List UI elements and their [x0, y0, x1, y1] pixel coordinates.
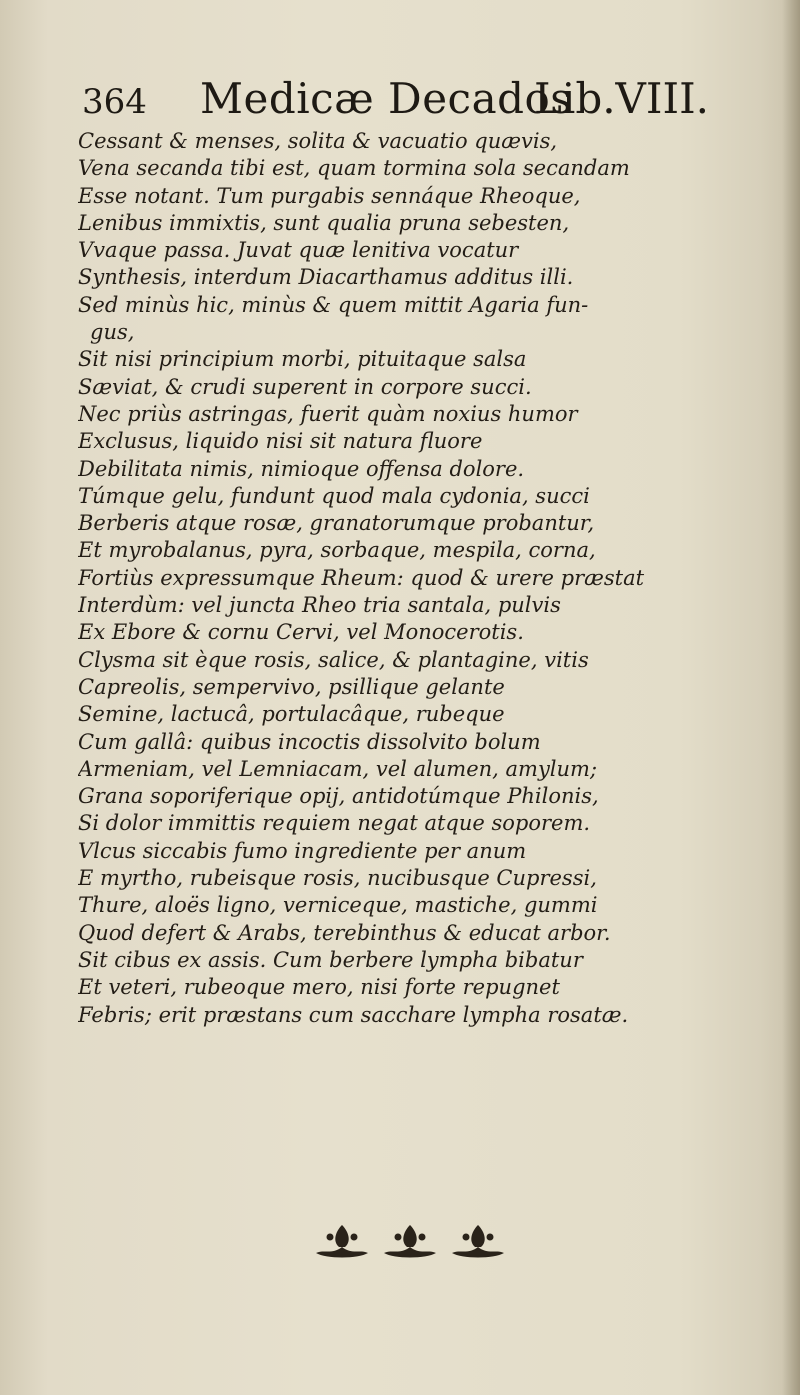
verse-line: Et veteri, rubeoque mero, nisi forte repugnet — [78, 975, 560, 1000]
book-label: Lib.VIII. — [534, 74, 710, 123]
verse-line: Nec priùs astringas, fuerit quàm noxius humor — [78, 401, 578, 426]
fleuron-tailpiece-icon — [310, 1218, 510, 1268]
page-gutter-shadow — [782, 0, 800, 1395]
verse-line: Clysma sit èque rosis, salice, & plantagine, vitis — [78, 647, 589, 672]
verse-text — [78, 128, 718, 1029]
verse-line: Vena secanda tibi est, quam tormina sola secandam — [78, 156, 630, 181]
verse-line: Quod defert & Arabs, terebinthus & educat arbor. — [78, 920, 611, 945]
verse-line: Esse notant. Tum purgabis sennáque Rheoque, — [78, 183, 581, 208]
verse-line: Febris; erit præstans cum sacchare lympha rosatæ. — [78, 1002, 629, 1027]
verse-line: Lenibus immixtis, sunt qualia pruna sebesten, — [78, 210, 570, 235]
page-number: 364 — [82, 82, 147, 122]
verse-line: Capreolis, sempervivo, psillique gelante — [78, 674, 505, 699]
verse-line: Sed minùs hic, minùs & quem mittit Agaria fun- — [78, 292, 589, 317]
verse-line: Vlcus siccabis fumo ingrediente per anum — [78, 838, 527, 863]
verse-line: Ex Ebore & cornu Cervi, vel Monocerotis. — [78, 620, 524, 645]
verse-line: Fortiùs expressumque Rheum: quod & urere præstat — [78, 565, 645, 590]
verse-line: Interdùm: vel juncta Rheo tria santala, pulvis — [78, 593, 561, 618]
verse-line: E myrtho, rubeisque rosis, nucibusque Cupressi, — [78, 866, 597, 891]
verse-line: gus, — [90, 320, 135, 345]
verse-line: Sit nisi principium morbi, pituitaque salsa — [78, 347, 527, 372]
verse-line: Synthesis, interdum Diacarthamus additus illi. — [78, 265, 574, 290]
verse-line: Et myrobalanus, pyra, sorbaque, mespila, corna, — [78, 538, 596, 563]
verse-line: Exclusus, liquido nisi sit natura fluore — [78, 429, 483, 454]
verse-line: Sit cibus ex assis. Cum berbere lympha bibatur — [78, 947, 583, 972]
verse-line: Cum gallâ: quibus incoctis dissolvito bolum — [78, 729, 541, 754]
verse-line: Túmque gelu, fundunt quod mala cydonia, succi — [78, 483, 590, 508]
verse-line: Debilitata nimis, nimioque offensa dolore. — [78, 456, 525, 481]
verse-line: Grana soporiferique opij, antidotúmque Philonis, — [78, 784, 599, 809]
verse-line: Thure, aloës ligno, verniceque, mastiche, gummi — [78, 893, 598, 918]
running-header — [82, 74, 710, 128]
verse-line: Sæviat, & crudi superent in corpore succi. — [78, 374, 532, 399]
verse-line: Vvaque passa. Juvat quæ lenitiva vocatur — [78, 238, 519, 263]
verse-line: Cessant & menses, solita & vacuatio quævis, — [78, 129, 558, 153]
verse-line: Semine, lactucâ, portulacâque, rubeque — [78, 702, 505, 727]
verse-line: Berberis atque rosæ, granatorumque probantur, — [78, 511, 595, 536]
verse-line: Armeniam, vel Lemniacam, vel alumen, amylum; — [78, 756, 598, 781]
running-title: Medicæ Decados — [200, 74, 573, 123]
verse-line: Si dolor immittis requiem negat atque soporem. — [78, 811, 591, 836]
